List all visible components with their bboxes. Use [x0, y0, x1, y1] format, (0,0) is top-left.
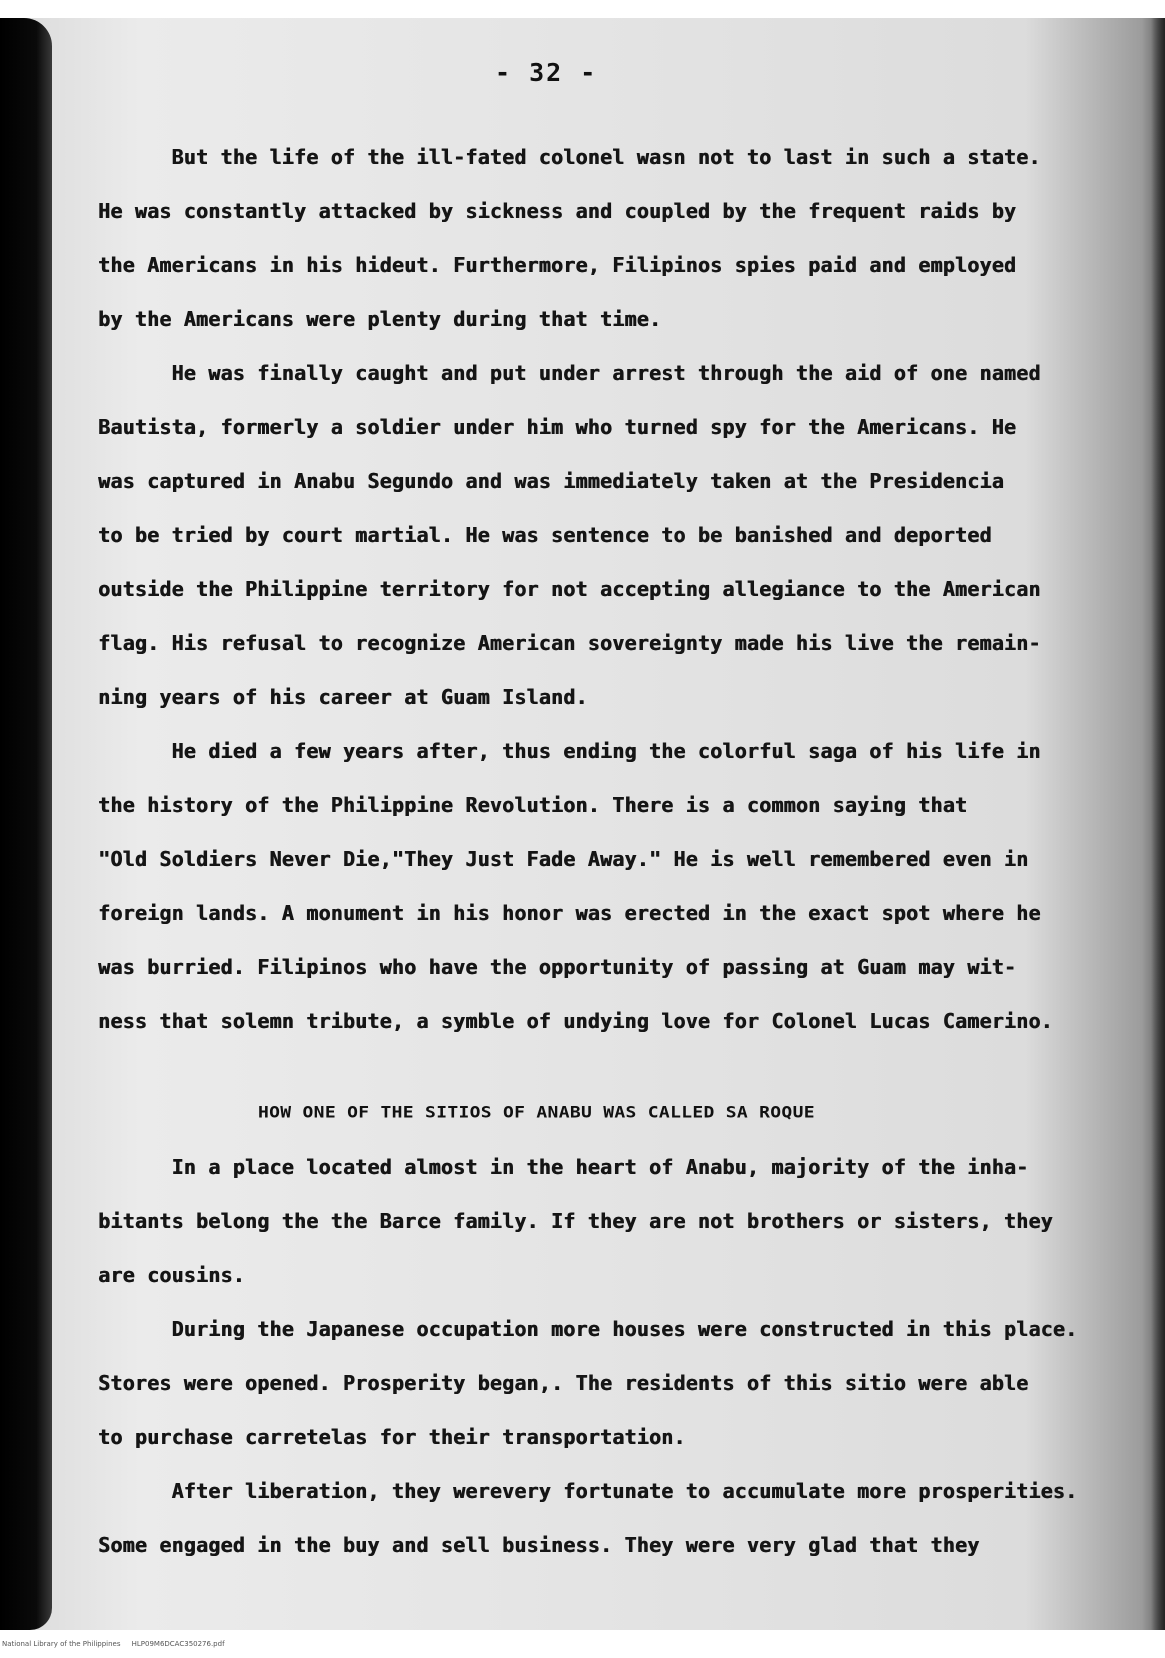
text-line: During the Japanese occupation more houses were constructed in this place.	[98, 1317, 1078, 1341]
section-gap	[98, 1048, 1138, 1086]
text-line: foreign lands. A monument in his honor was erected in the exact spot where he	[98, 901, 1041, 925]
text-line: outside the Philippine territory for not accepting allegiance to the American	[98, 577, 1041, 601]
text-line: "Old Soldiers Never Die,"They Just Fade Away." He is well remembered even in	[98, 847, 1029, 871]
text-line: was burried. Filipinos who have the opportunity of passing at Guam may wit-	[98, 955, 1017, 979]
page-number: - 32 -	[495, 58, 598, 87]
text-line: In a place located almost in the heart of Anabu, majority of the inha-	[98, 1155, 1029, 1179]
text-line: to be tried by court martial. He was sentence to be banished and deported	[98, 523, 992, 547]
text-line: Some engaged in the buy and sell business. They were very glad that they	[98, 1533, 980, 1557]
text-line: by the Americans were plenty during that time.	[98, 307, 662, 331]
text-line: to purchase carretelas for their transportation.	[98, 1425, 686, 1449]
text-line: But the life of the ill-fated colonel wasn not to last in such a state.	[98, 145, 1041, 169]
text-line: ness that solemn tribute, a symble of undying love for Colonel Lucas Camerino.	[98, 1009, 1053, 1033]
text-line: the history of the Philippine Revolution. There is a common saying that	[98, 793, 968, 817]
section-heading: HOW ONE OF THE SITIOS OF ANABU WAS CALLED SA ROQUE	[258, 1103, 815, 1122]
scan-binding-edge	[0, 18, 52, 1630]
text-line: flag. His refusal to recognize American sovereignty made his live the remain-	[98, 631, 1041, 655]
text-line: bitants belong the the Barce family. If they are not brothers or sisters, they	[98, 1209, 1053, 1233]
text-line: are cousins.	[98, 1263, 245, 1287]
text-line: was captured in Anabu Segundo and was immediately taken at the Presidencia	[98, 469, 1004, 493]
text-line: He died a few years after, thus ending the colorful saga of his life in	[98, 739, 1041, 763]
text-line: Bautista, formerly a soldier under him who turned spy for the Americans. He	[98, 415, 1017, 439]
body-text	[98, 130, 1138, 1572]
text-line: ning years of his career at Guam Island.	[98, 685, 588, 709]
text-line: the Americans in his hideut. Furthermore, Filipinos spies paid and employed	[98, 253, 1017, 277]
text-line: He was constantly attacked by sickness and coupled by the frequent raids by	[98, 199, 1017, 223]
text-line: After liberation, they werevery fortunate to accumulate more prosperities.	[98, 1479, 1078, 1503]
text-line: Stores were opened. Prosperity began,. The residents of this sitio were able	[98, 1371, 1029, 1395]
scan-right-shadow	[1151, 18, 1165, 1630]
document-page	[0, 18, 1165, 1630]
text-line: He was finally caught and put under arrest through the aid of one named	[98, 361, 1041, 385]
footer-source-label: National Library of the Philippines HLP09M6DCAC350276.pdf	[2, 1640, 225, 1648]
